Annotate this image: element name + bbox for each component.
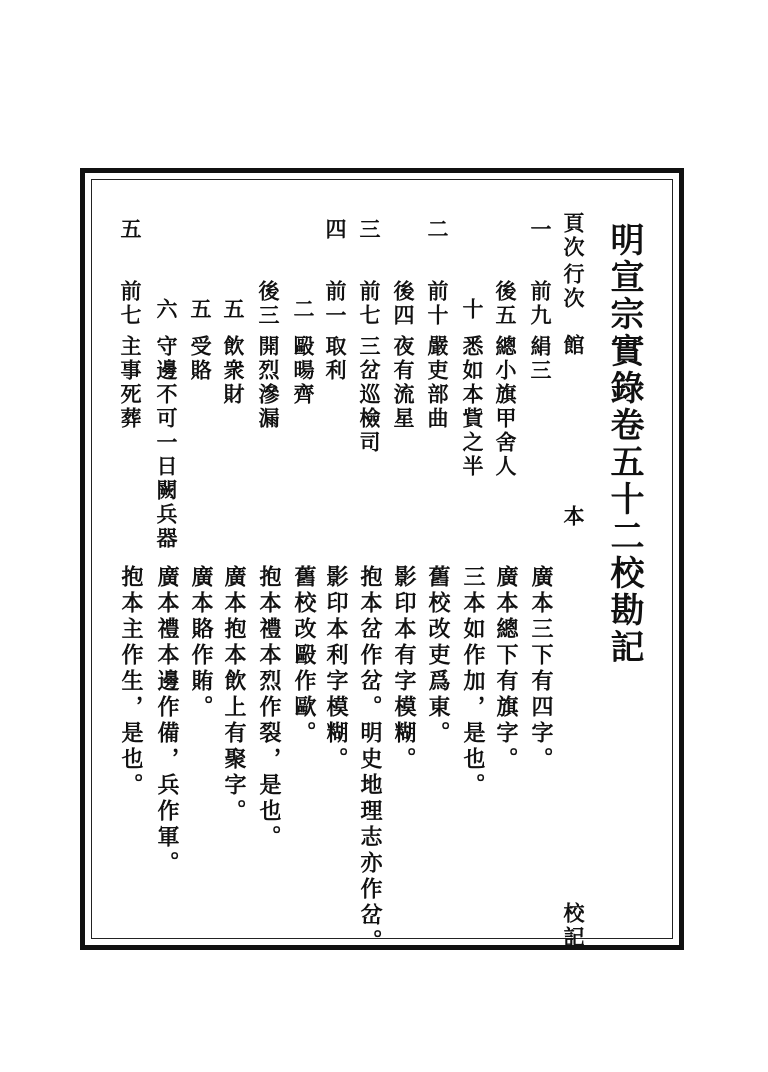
entry-term: 飲衆財: [221, 335, 246, 407]
entry-line-ref: 後三: [256, 280, 281, 328]
entry-term: 取利: [323, 335, 348, 383]
entry-collation-note: 廣本賂作賄。: [188, 565, 214, 721]
entry-collation-note: 抱本禮本烈作裂，是也。: [256, 565, 282, 851]
entry-collation-note: 廣本禮本邊作備，兵作軍。: [154, 565, 180, 877]
entry-collation-note: 影印本有字模糊。: [391, 565, 417, 773]
entry-collation-note: 抱本岔作岔。明史地理志亦作岔。: [357, 565, 383, 955]
entry-term: 絹三: [528, 335, 553, 383]
entry-term: 悉如本貲之半: [460, 335, 485, 479]
entry-line-ref: 十: [460, 298, 485, 322]
entry-line-ref: 前七: [118, 280, 143, 328]
entry-term: 守邊不可一日闕兵器: [154, 335, 179, 551]
header-page-line: 頁次: [561, 212, 586, 260]
entry-collation-note: 抱本主作生，是也。: [118, 565, 144, 799]
entry-term: 毆暘齊: [291, 335, 316, 407]
entry-line-ref: 前一: [323, 280, 348, 328]
entry-page-number: 一: [528, 218, 553, 242]
document-title: 明宣宗實錄卷五十二校勘記: [604, 222, 644, 666]
entry-term: 總小旗甲舍人: [493, 335, 518, 479]
entry-collation-note: 舊校改吏爲東。: [425, 565, 451, 747]
entry-collation-note: 廣本三下有四字。: [528, 565, 554, 773]
header-line-label: 行次: [561, 263, 586, 311]
entry-page-number: 三: [357, 218, 382, 242]
entry-line-ref: 前七: [357, 280, 382, 328]
entry-term: 開烈滲漏: [256, 335, 281, 431]
entry-term: 三岔巡檢司: [357, 335, 382, 455]
entry-collation-note: 影印本利字模糊。: [323, 565, 349, 773]
entry-collation-note: 三本如作加，是也。: [460, 565, 486, 799]
entry-line-ref: 前十: [425, 280, 450, 328]
entry-line-ref: 前九: [528, 280, 553, 328]
entry-line-ref: 六: [154, 298, 179, 322]
entry-term: 主事死葬: [118, 335, 143, 431]
entry-line-ref: 二: [291, 298, 316, 322]
entry-term: 嚴吏部曲: [425, 335, 450, 431]
entry-term: 受賂: [188, 335, 213, 383]
header-collation-label: 校記: [561, 902, 586, 950]
entry-line-ref: 五: [188, 298, 213, 322]
entry-page-number: 四: [323, 218, 348, 242]
entry-page-number: 五: [118, 218, 143, 242]
entry-collation-note: 舊校改毆作歐。: [291, 565, 317, 747]
entry-line-ref: 後四: [391, 280, 416, 328]
entry-collation-note: 廣本總下有旗字。: [493, 565, 519, 773]
header-edition-label: 館本: [561, 334, 586, 676]
entry-term: 夜有流星: [391, 335, 416, 431]
entry-page-number: 二: [425, 218, 450, 242]
entry-line-ref: 後五: [493, 280, 518, 328]
entry-line-ref: 五: [221, 298, 246, 322]
entry-collation-note: 廣本抱本飲上有聚字。: [221, 565, 247, 825]
